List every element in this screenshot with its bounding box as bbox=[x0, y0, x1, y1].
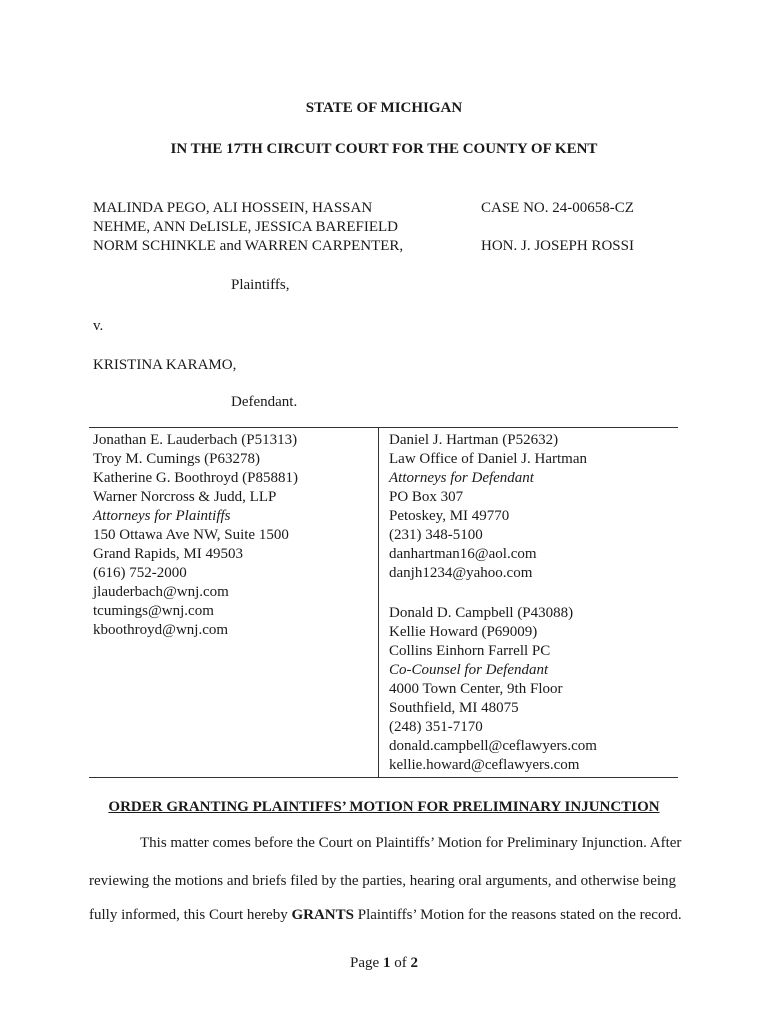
court-heading: IN THE 17TH CIRCUIT COURT FOR THE COUNTY OF KENT bbox=[170, 141, 598, 157]
counsel-line: Law Office of Daniel J. Hartman bbox=[389, 451, 587, 467]
case-number: CASE NO. 24-00658-CZ bbox=[481, 200, 634, 216]
counsel-line: (231) 348-5100 bbox=[389, 527, 483, 543]
counsel-email: kellie.howard@ceflawyers.com bbox=[389, 757, 580, 773]
counsel-line: Jonathan E. Lauderbach (P51313) bbox=[93, 432, 298, 448]
of-word: of bbox=[390, 955, 411, 971]
counsel-line: 4000 Town Center, 9th Floor bbox=[389, 681, 563, 697]
judge-name: HON. J. JOSEPH ROSSI bbox=[481, 238, 634, 254]
plaintiff-names bbox=[93, 199, 403, 256]
counsel-role: Attorneys for Plaintiffs bbox=[93, 508, 231, 524]
counsel-email: donald.campbell@ceflawyers.com bbox=[389, 738, 597, 754]
counsel-line: Warner Norcross & Judd, LLP bbox=[93, 489, 277, 505]
counsel-line: Southfield, MI 48075 bbox=[389, 700, 519, 716]
counsel-line: 150 Ottawa Ave NW, Suite 1500 bbox=[93, 527, 289, 543]
counsel-top-rule bbox=[89, 427, 678, 428]
counsel-email: danjh1234@yahoo.com bbox=[389, 565, 533, 581]
versus-label: v. bbox=[93, 318, 104, 334]
plaintiff-line: NORM SCHINKLE and WARREN CARPENTER, bbox=[93, 238, 404, 254]
plaintiff-counsel-block bbox=[93, 431, 298, 640]
counsel-line: PO Box 307 bbox=[389, 489, 464, 505]
state-heading: STATE OF MICHIGAN bbox=[305, 100, 463, 116]
page-footer bbox=[0, 954, 768, 973]
counsel-divider bbox=[378, 427, 379, 777]
page-total: 2 bbox=[410, 955, 418, 971]
order-paragraph-line-1: This matter comes before the Court on Plaintiffs’ Motion for Preliminary Injunction. After bbox=[140, 835, 682, 851]
counsel-line: Troy M. Cumings (P63278) bbox=[93, 451, 260, 467]
counsel-line: Petoskey, MI 49770 bbox=[389, 508, 510, 524]
plaintiffs-label: Plaintiffs, bbox=[231, 277, 290, 293]
counsel-role: Co-Counsel for Defendant bbox=[389, 662, 549, 678]
counsel-line: Collins Einhorn Farrell PC bbox=[389, 643, 551, 659]
counsel-bottom-rule bbox=[89, 777, 678, 778]
counsel-line: (248) 351-7170 bbox=[389, 719, 483, 735]
plaintiff-line: NEHME, ANN DeLISLE, JESSICA BAREFIELD bbox=[93, 219, 399, 235]
order-title: ORDER GRANTING PLAINTIFFS’ MOTION FOR PRELIMINARY INJUNCTION bbox=[108, 799, 660, 815]
defendant-label: Defendant. bbox=[231, 394, 298, 410]
counsel-line: Kellie Howard (P69009) bbox=[389, 624, 538, 640]
order-paragraph-line-3 bbox=[89, 906, 682, 925]
co-counsel-block bbox=[389, 604, 597, 775]
counsel-line: Grand Rapids, MI 49503 bbox=[93, 546, 243, 562]
counsel-line: Daniel J. Hartman (P52632) bbox=[389, 432, 559, 448]
counsel-email: danhartman16@aol.com bbox=[389, 546, 537, 562]
defendant-counsel-block bbox=[389, 431, 587, 583]
order-text: Plaintiffs’ Motion for the reasons stated on the record. bbox=[353, 907, 682, 923]
order-paragraph-line-2: reviewing the motions and briefs filed by the parties, hearing oral arguments, and otherwise being bbox=[89, 873, 677, 889]
counsel-line: Donald D. Campbell (P43088) bbox=[389, 605, 574, 621]
plaintiff-line: MALINDA PEGO, ALI HOSSEIN, HASSAN bbox=[93, 200, 373, 216]
counsel-line: (616) 752-2000 bbox=[93, 565, 187, 581]
counsel-email: jlauderbach@wnj.com bbox=[93, 584, 229, 600]
counsel-email: kboothroyd@wnj.com bbox=[93, 622, 229, 638]
page-word: Page bbox=[350, 955, 383, 971]
order-text: fully informed, this Court hereby bbox=[89, 907, 292, 923]
defendant-name: KRISTINA KARAMO, bbox=[93, 357, 237, 373]
grants-word: GRANTS bbox=[291, 907, 354, 923]
page-number: 1 bbox=[382, 955, 391, 971]
counsel-role: Attorneys for Defendant bbox=[389, 470, 534, 486]
counsel-line: Katherine G. Boothroyd (P85881) bbox=[93, 470, 298, 486]
counsel-email: tcumings@wnj.com bbox=[93, 603, 214, 619]
